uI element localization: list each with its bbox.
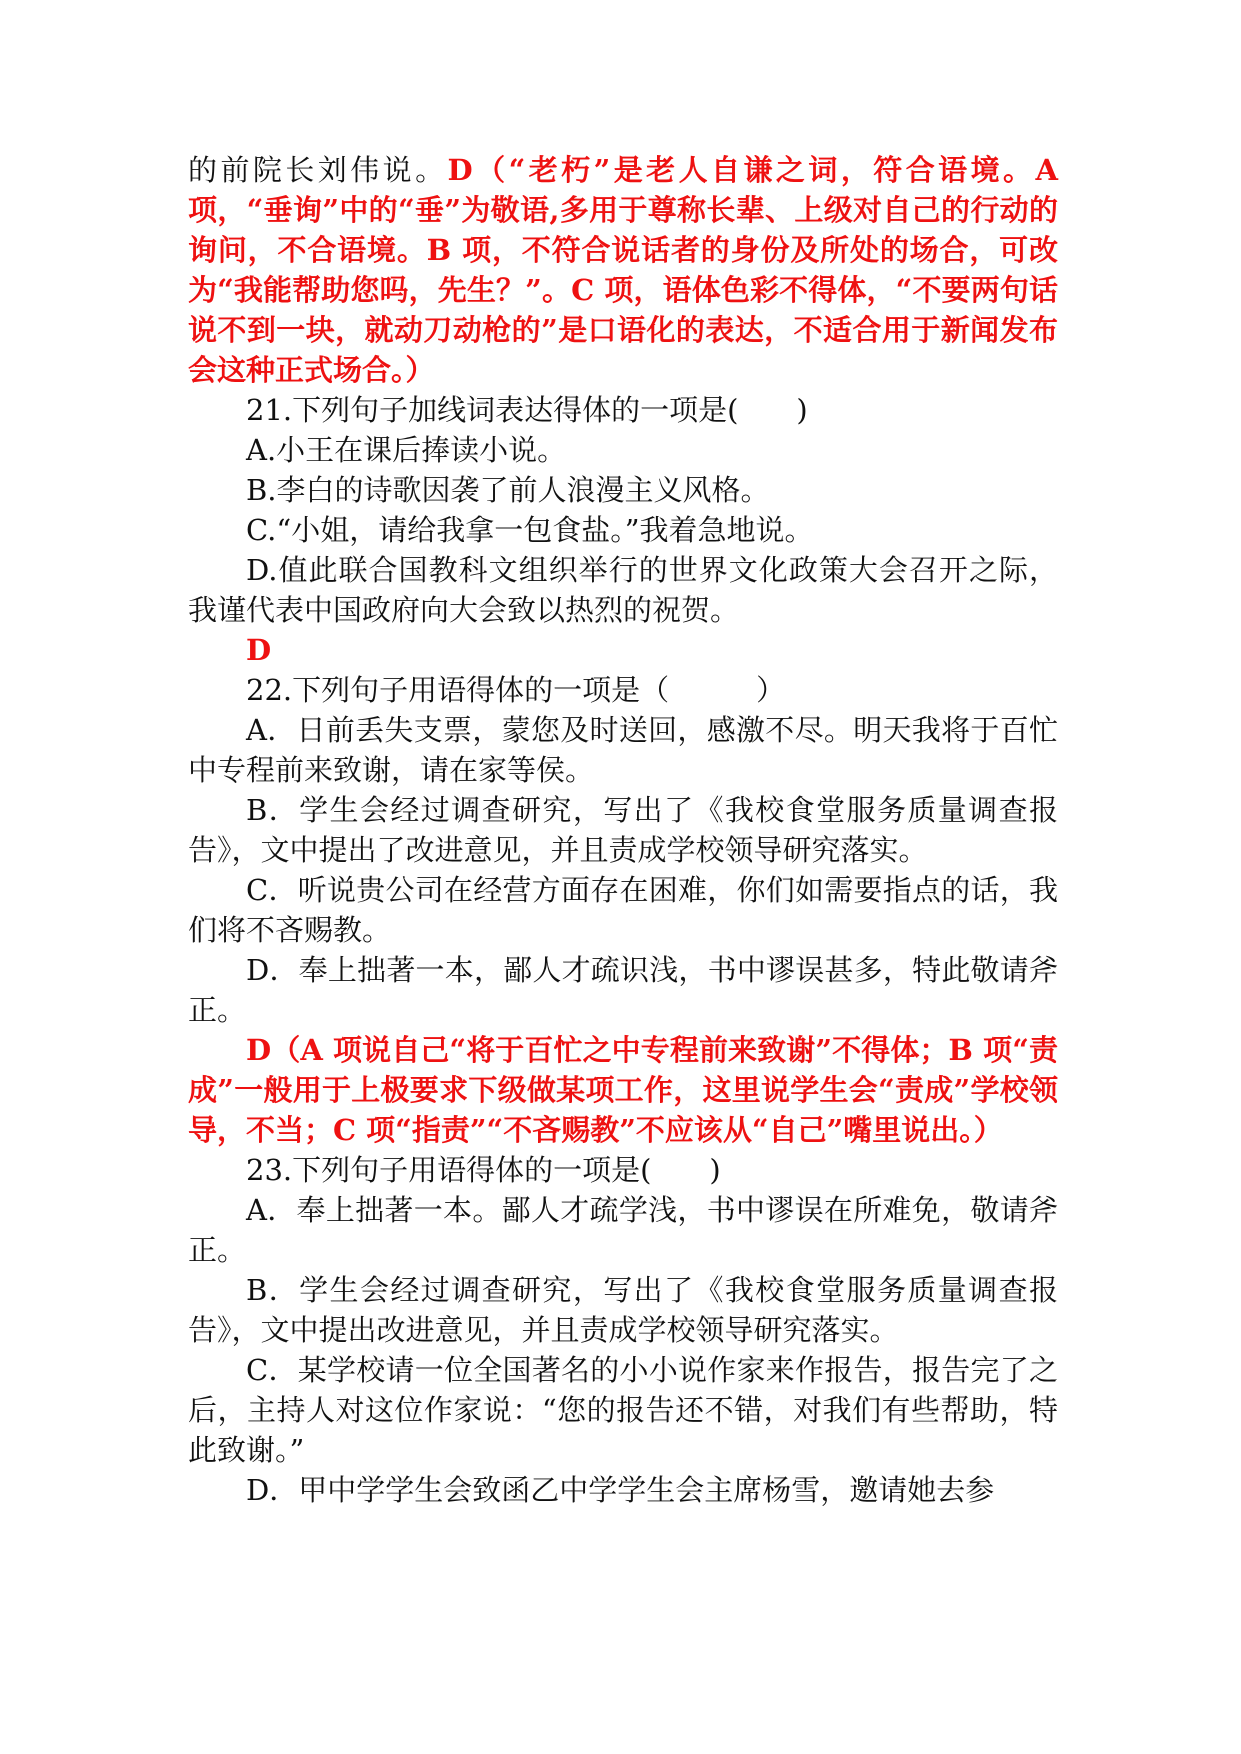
question-23-stem: 23.下列句子用语得体的一项是( ) (246, 1153, 721, 1187)
question-22-option-c: C．听说贵公司在经营方面存在困难，你们如需要指点的话，我们将不吝赐教。 (188, 873, 1058, 947)
question-23-option-c: C．某学校请一位全国著名的小小说作家来作报告，报告完了之后，主持人对这位作家说：“您的报告还不错，对我们有些帮助，特此致谢。” (188, 1353, 1058, 1467)
question-21-option-b: B.李白的诗歌因袭了前人浪漫主义风格。 (246, 473, 770, 507)
question-21-option-a: A.小王在课后捧读小说。 (246, 433, 567, 467)
question-21-answer: D (246, 633, 272, 667)
question-22-option-d: D．奉上拙著一本，鄙人才疏识浅，书中谬误甚多，特此敬请斧正。 (188, 953, 1058, 1027)
question-22-stem: 22.下列句子用语得体的一项是（ ） (246, 673, 786, 707)
continuation-lead: 的前院长刘伟说。 (188, 153, 448, 187)
question-23-option-d: D．甲中学学生会致函乙中学学生会主席杨雪，邀请她去参 (246, 1473, 995, 1507)
question-23-option-a: A．奉上拙著一本。鄙人才疏学浅，书中谬误在所难免，敬请斧正。 (188, 1193, 1058, 1267)
continuation-paragraph (188, 150, 1058, 390)
question-22-answer: D（A 项说自己“将于百忙之中专程前来致谢”不得体；B 项“责成”一般用于上极要求下级做某项工作，这里说学生会“责成”学校领导，不当；C 项“指责”“不吝赐教”不应该从“自己”嘴里说出。） (188, 1033, 1058, 1147)
question-22-option-b: B．学生会经过调查研究，写出了《我校食堂服务质量调查报告》，文中提出了改进意见，并且责成学校领导研究落实。 (188, 793, 1058, 867)
document-page (188, 150, 1058, 1510)
previous-answer-explanation: D（“老朽”是老人自谦之词，符合语境。A 项，“垂询”中的“垂”为敬语,多用于尊称长辈、上级对自己的行动的询问，不合语境。B 项，不符合说话者的身份及所处的场合，可改为“我能帮助您吗，先生？”。C 项，语体色彩不得体，“不要两句话说不到一块，就动刀动枪的”是口语化的表达，不适合用于新闻发布会这种正式场合。） (188, 153, 1058, 387)
question-22-option-a: A．日前丢失支票，蒙您及时送回，感激不尽。明天我将于百忙中专程前来致谢，请在家等侯。 (188, 713, 1058, 787)
question-23-option-b: B．学生会经过调查研究，写出了《我校食堂服务质量调查报告》，文中提出改进意见，并且责成学校领导研究落实。 (188, 1273, 1058, 1347)
question-21-option-c: C.“小姐，请给我拿一包食盐。”我着急地说。 (246, 513, 814, 547)
question-21-stem: 21.下列句子加线词表达得体的一项是( ) (246, 393, 808, 427)
question-21-option-d: D.值此联合国教科文组织举行的世界文化政策大会召开之际，我谨代表中国政府向大会致以热烈的祝贺。 (188, 553, 1058, 627)
